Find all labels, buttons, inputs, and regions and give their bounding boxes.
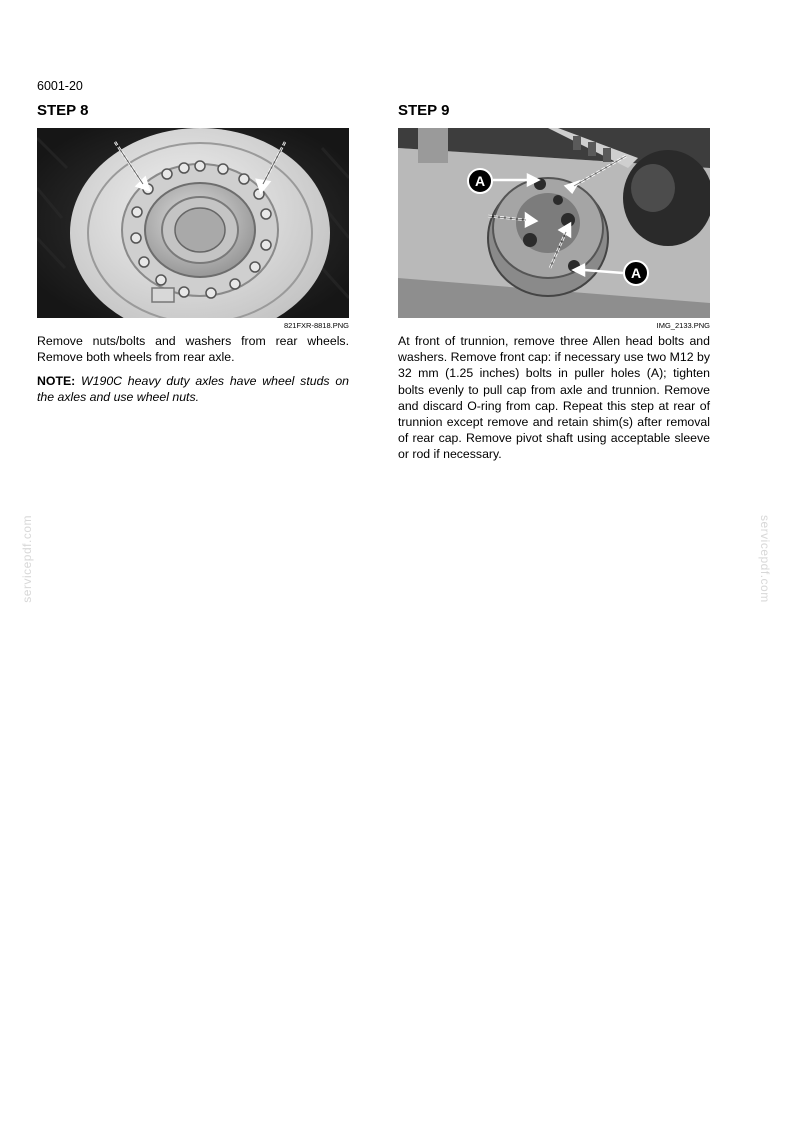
trunnion-cap-photo — [398, 128, 710, 318]
step-9-title: STEP 9 — [398, 102, 450, 119]
watermark-right: servicepdf.com — [758, 515, 772, 603]
wheel-hub-photo — [37, 128, 349, 318]
callout-a-top: A — [474, 173, 486, 189]
callout-a-bottom: A — [630, 265, 642, 281]
watermark-left: servicepdf.com — [20, 515, 34, 603]
step-8-note — [37, 373, 349, 405]
step-8-instructions: Remove nuts/bolts and washers from rear wheels. Remove both wheels from rear axle. — [37, 334, 349, 365]
step-8-image-id: 821FXR-8818.PNG — [283, 321, 349, 330]
note-label: NOTE: — [37, 374, 76, 388]
step-9-image-id: IMG_2133.PNG — [656, 321, 710, 330]
step-8-title: STEP 8 — [37, 102, 89, 119]
page-number: 6001-20 — [37, 79, 83, 93]
note-body: W190C heavy duty axles have wheel studs on the axles and use wheel nuts. — [37, 374, 349, 405]
step-9-instructions: At front of trunnion, remove three Allen head bolts and washers. Remove front cap: if necessary use two M12 by 32 mm (1.25 inches) bolts in puller holes (A); tighten bolts evenly to pull cap from axle and trunnion. Remove and discard O-ring from cap. Repeat this step at rear of trunnion except remove and retain shim(s) after removal of rear cap. Remove pivot shaft using acceptable sleeve or rod if necessary. — [398, 334, 710, 462]
